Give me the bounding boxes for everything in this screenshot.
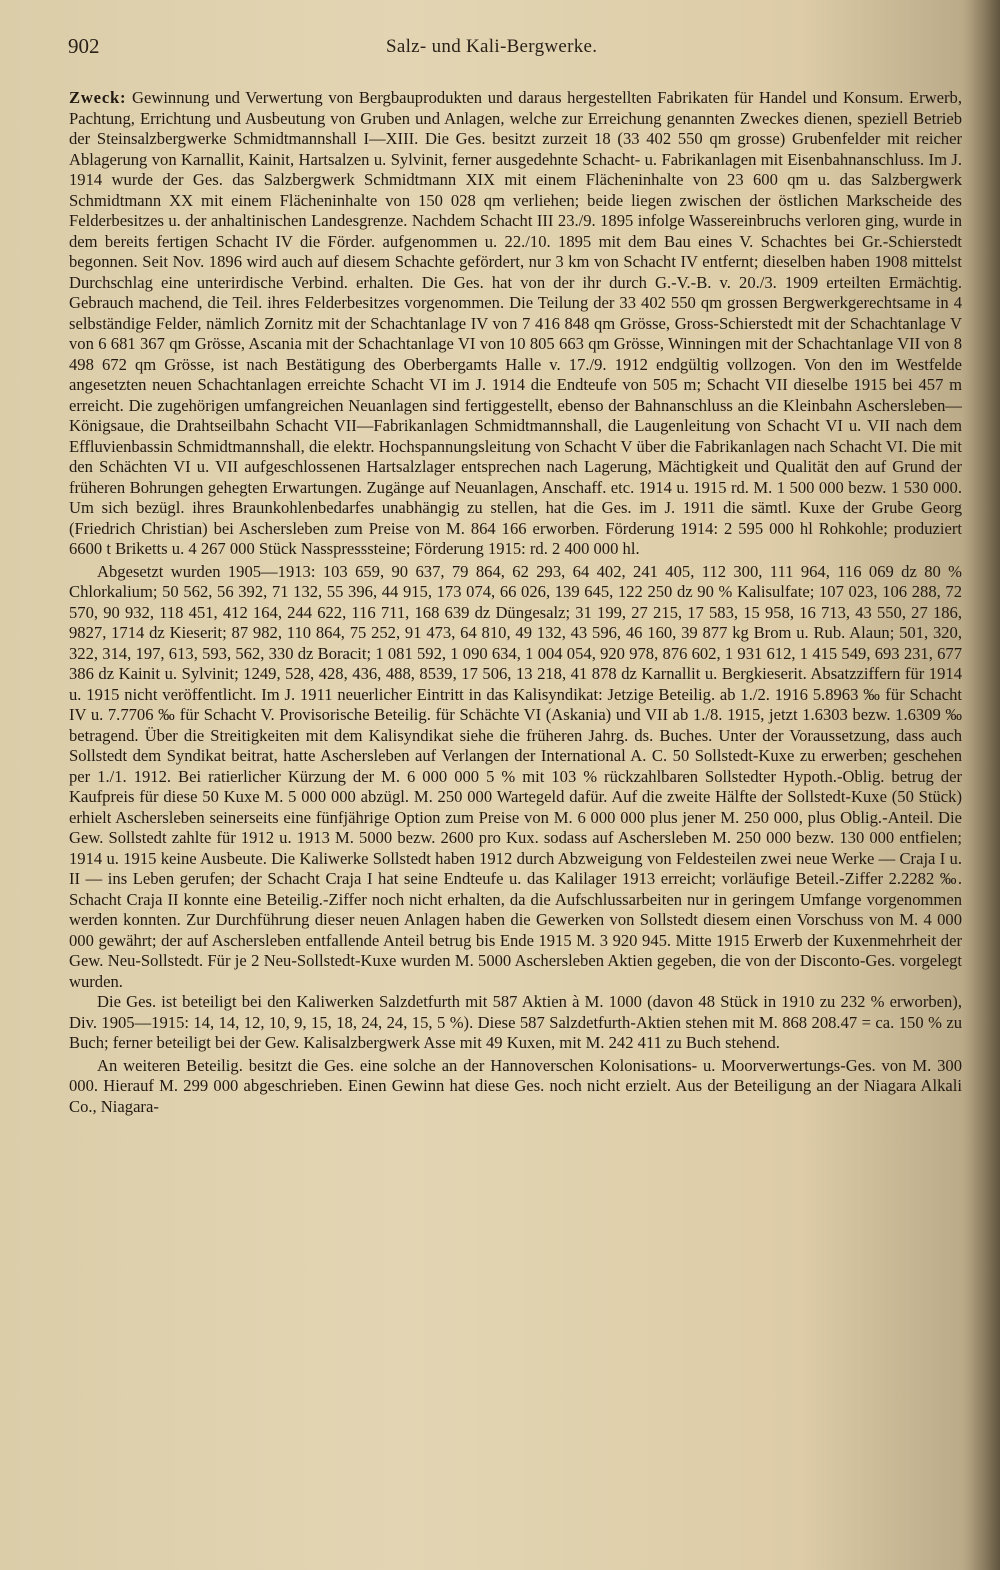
paragraph-sales: Abgesetzt wurden 1905—1913: 103 659, 90 637, 79 864, 62 293, 64 402, 241 405, 112 300, 111 964, 116 069 dz 80 % Chlorkalium; 50 562, 56 392, 71 132, 55 396, 44 915, 173 074, 66 026, 139 645, 122 250 dz 90 % Kalisulfate; 107 023, 106 288, 72 570, 90 932, 118 451, 412 164, 244 622, 116 711, 168 639 dz Düngesalz; 31 199, 27 215, 17 583, 15 958, 16 713, 43 550, 27 186, 9827, 1714 dz Kieserit; 87 982, 110 864, 75 252, 91 473, 64 810, 49 132, 43 596, 46 160, 39 877 kg Brom u. Rub. Alaun; 501, 320, 322, 314, 197, 613, 593, 562, 330 dz Boracit; 1 081 592, 1 090 634, 1 004 054, 920 978, 876 602, 1 931 612, 1 415 549, 693 231, 677 386 dz Kainit u. Sylvinit; 1249, 528, 428, 436, 488, 8539, 17 506, 13 218, 41 878 dz Karnallit u. Bergkieserit. Absatzziffern für 1914 u. 1915 nicht veröffentlicht. Im J. 1911 neuerlicher Eintritt in das Kalisyndikat: Jetzige Beteilig. ab 1./2. 1916 5.8963 ‰ für Schacht IV u. 7.7706 ‰ für Schacht V. Provisorische Beteilig. für Schächte VI (Askania) und VII ab 1./8. 1915, jetzt 1.6303 bezw. 1.6309 ‰ betragend. Über die Streitigkeiten mit dem Kalisyndikat siehe die früheren Jahrg. ds. Buches. Unter der Voraussetzung, dass auch Sollstedt dem Syndikat beitrat, hatte Aschersleben auf Verlangen der International A. C. 50 Sollstedt-Kuxe zu erwerben; geschehen per 1./1. 1912. Bei ratierlicher Kürzung der M. 6 000 000 5 % mit 103 % rückzahlbaren Sollstedter Hypoth.-Oblig. betrug der Kaufpreis für diese 50 Kuxe M. 5 000 000 abzügl. M. 250 000 Wartegeld dafür. Auf die zweite Hälfte der Sollstedt-Kuxe (50 Stück) erhielt Aschersleben seinerseits eine fünfjährige Option zum Preise von M. 6 000 000 plus jener M. 250 000, plus Oblig.-Anteil. Die Gew. Sollstedt zahlte für 1912 u. 1913 M. 5000 bezw. 2600 pro Kux. sodass auf Aschersleben M. 250 000 bezw. 130 000 entfielen; 1914 u. 1915 keine Ausbeute. Die Kaliwerke Sollstedt haben 1912 durch Abzweigung von Feldesteilen zwei neue Werke — Craja I u. II — ins Leben gerufen; der Schacht Craja I hat seine Endteufe u. das Kalilager 1913 erreicht; vorläufige Beteil.-Ziffer 2.2282 ‰. Schacht Craja II konnte eine Beteilig.-Ziffer noch nicht erhalten, da die Aufschlussarbeiten nur in geringem Umfange vorgenommen werden konnten. Zur Durchführung dieser neuen Anlagen haben die Gewerken von Sollstedt diesem einen Vorschuss von M. 4 000 000 gewährt; der auf Aschersleben entfallende Anteil betrug bis Ende 1915 M. 3 920 945. Mitte 1915 Erwerb der Kuxenmehrheit der Gew. Neu-Sollstedt. Für je 2 Neu-Sollstedt-Kuxe wurden M. 5000 Aschersleben Aktien gegeben, die von der Disconto-Ges. vorgelegt wurden. — [69, 561, 962, 991]
purpose-lead: Zweck: — [69, 88, 127, 107]
paragraph-purpose — [69, 88, 962, 560]
page-number: 902 — [68, 34, 100, 58]
purpose-text: Gewinnung und Verwertung von Bergbauprodukten und daraus hergestellten Fabrikaten für Handel und Konsum. Erwerb, Pachtung, Errichtung und Ausbeutung von Gruben und Anlagen, welche zur Erreichung genannten Zweckes dienen, speziell Betrieb der Steinsalzbergwerke Schmidtmannshall I—XIII. Die Ges. besitzt zurzeit 18 (33 402 550 qm grosse) Grubenfelder mit reicher Ablagerung von Karnallit, Kainit, Hartsalzen u. Sylvinit, ferner ausgedehnte Schacht- u. Fabrikanlagen mit Eisenbahnanschluss. Im J. 1914 wurde der Ges. das Salzbergwerk Schmidtmann XIX mit einem Flächeninhalte von 23 600 qm u. das Salzbergwerk Schmidtmann XX mit einem Flächeninhalte von 150 028 qm verliehen; beide liegen zwischen der östlichen Markscheide des Felderbesitzes u. der anhaltinischen Landesgrenze. Nachdem Schacht III 23./9. 1895 infolge Wassereinbruchs verloren ging, wurde in dem bereits fertigen Schacht IV die Förder. aufgenommen u. 22./10. 1895 mit dem Bau eines V. Schachtes bei Gr.-Schierstedt begonnen. Seit Nov. 1896 wird auch auf diesem Schachte gefördert, nur 3 km von Schacht IV entfernt; dieselben haben 1908 mittelst Durchschlag eine unterirdische Verbind. erhalten. Die Ges. hat von der ihr durch G.-V.-B. v. 20./3. 1909 erteilten Ermächtig. Gebrauch machend, die Teil. ihres Felderbesitzes vorgenommen. Die Teilung der 33 402 550 qm grossen Bergwerkgerechtsame in 4 selbständige Felder, nämlich Zornitz mit der Schachtanlage IV von 7 416 848 qm Grösse, Gross-Schierstedt mit der Schachtanlage V von 6 681 367 qm Grösse, Ascania mit der Schachtanlage VI von 10 805 663 qm Grösse, Winningen mit der Schachtanlage VII von 8 498 672 qm Grösse, ist nach Bestätigung des Oberbergamts Halle v. 17./9. 1912 endgültig vollzogen. Von den im Westfelde angesetzten neuen Schachtanlagen erreichte Schacht VI im J. 1914 die Endteufe von 505 m; Schacht VII dieselbe 1915 bei 457 m erreicht. Die zugehörigen umfangreichen Neuanlagen sind fertiggestellt, ebenso der Bahnanschluss an die Kleinbahn Aschersleben—Königsaue, die Drahtseilbahn Schacht VII—Fabrikanlagen Schmidtmannshall, die Laugenleitung von Schacht VI u. VII nach dem Effluvienbassin Schmidtmannshall, die elektr. Hochspannungsleitung von Schacht V über die Fabrikanlagen nach Schacht VI. Die mit den Schächten VI u. VII aufgeschlossenen Hartsalzlager entsprechen nach Lagerung, Mächtigkeit und Qualität den auf Grund der früheren Bohrungen gehegten Erwartungen. Zugänge auf Neuanlagen, Anschaff. etc. 1914 u. 1915 rd. M. 1 500 000 bezw. 1 530 000. Um sich bezügl. ihres Braunkohlenbedarfes unabhängig zu stellen, hat die Ges. im J. 1911 die sämtl. Kuxe der Grube Georg (Friedrich Christian) bei Aschersleben zum Preise von M. 864 166 erworben. Förderung 1914: 2 595 000 hl Rohkohle; produziert 6600 t Briketts u. 4 267 000 Stück Nasspresssteine; Förderung 1915: rd. 2 400 000 hl. — [69, 88, 962, 558]
page-edge-shadow — [962, 0, 1000, 1570]
body-text — [69, 88, 962, 1117]
paragraph-further-holdings: An weiteren Beteilig. besitzt die Ges. eine solche an der Hannoverschen Kolonisations- u. Moorverwertungs-Ges. von M. 300 000. Hierauf M. 299 000 abgeschrieben. Einen Gewinn hat diese Ges. noch nicht erzielt. Aus der Beteiligung an der Niagara Alkali Co., Niagara- — [69, 1055, 962, 1116]
paragraph-holdings: Die Ges. ist beteiligt bei den Kaliwerken Salzdetfurth mit 587 Aktien à M. 1000 (davon 48 Stück in 1910 zu 232 % erworben), Div. 1905—1915: 14, 14, 12, 10, 9, 15, 18, 24, 24, 15, 5 %). Diese 587 Salzdetfurth-Aktien stehen mit M. 868 208.47 = ca. 150 % zu Buch; ferner beteiligt bei der Gew. Kalisalzbergwerk Asse mit 49 Kuxen, mit M. 242 411 zu Buch stehend. — [69, 992, 962, 1052]
running-title: Salz- und Kali-Bergwerke. — [386, 36, 598, 57]
